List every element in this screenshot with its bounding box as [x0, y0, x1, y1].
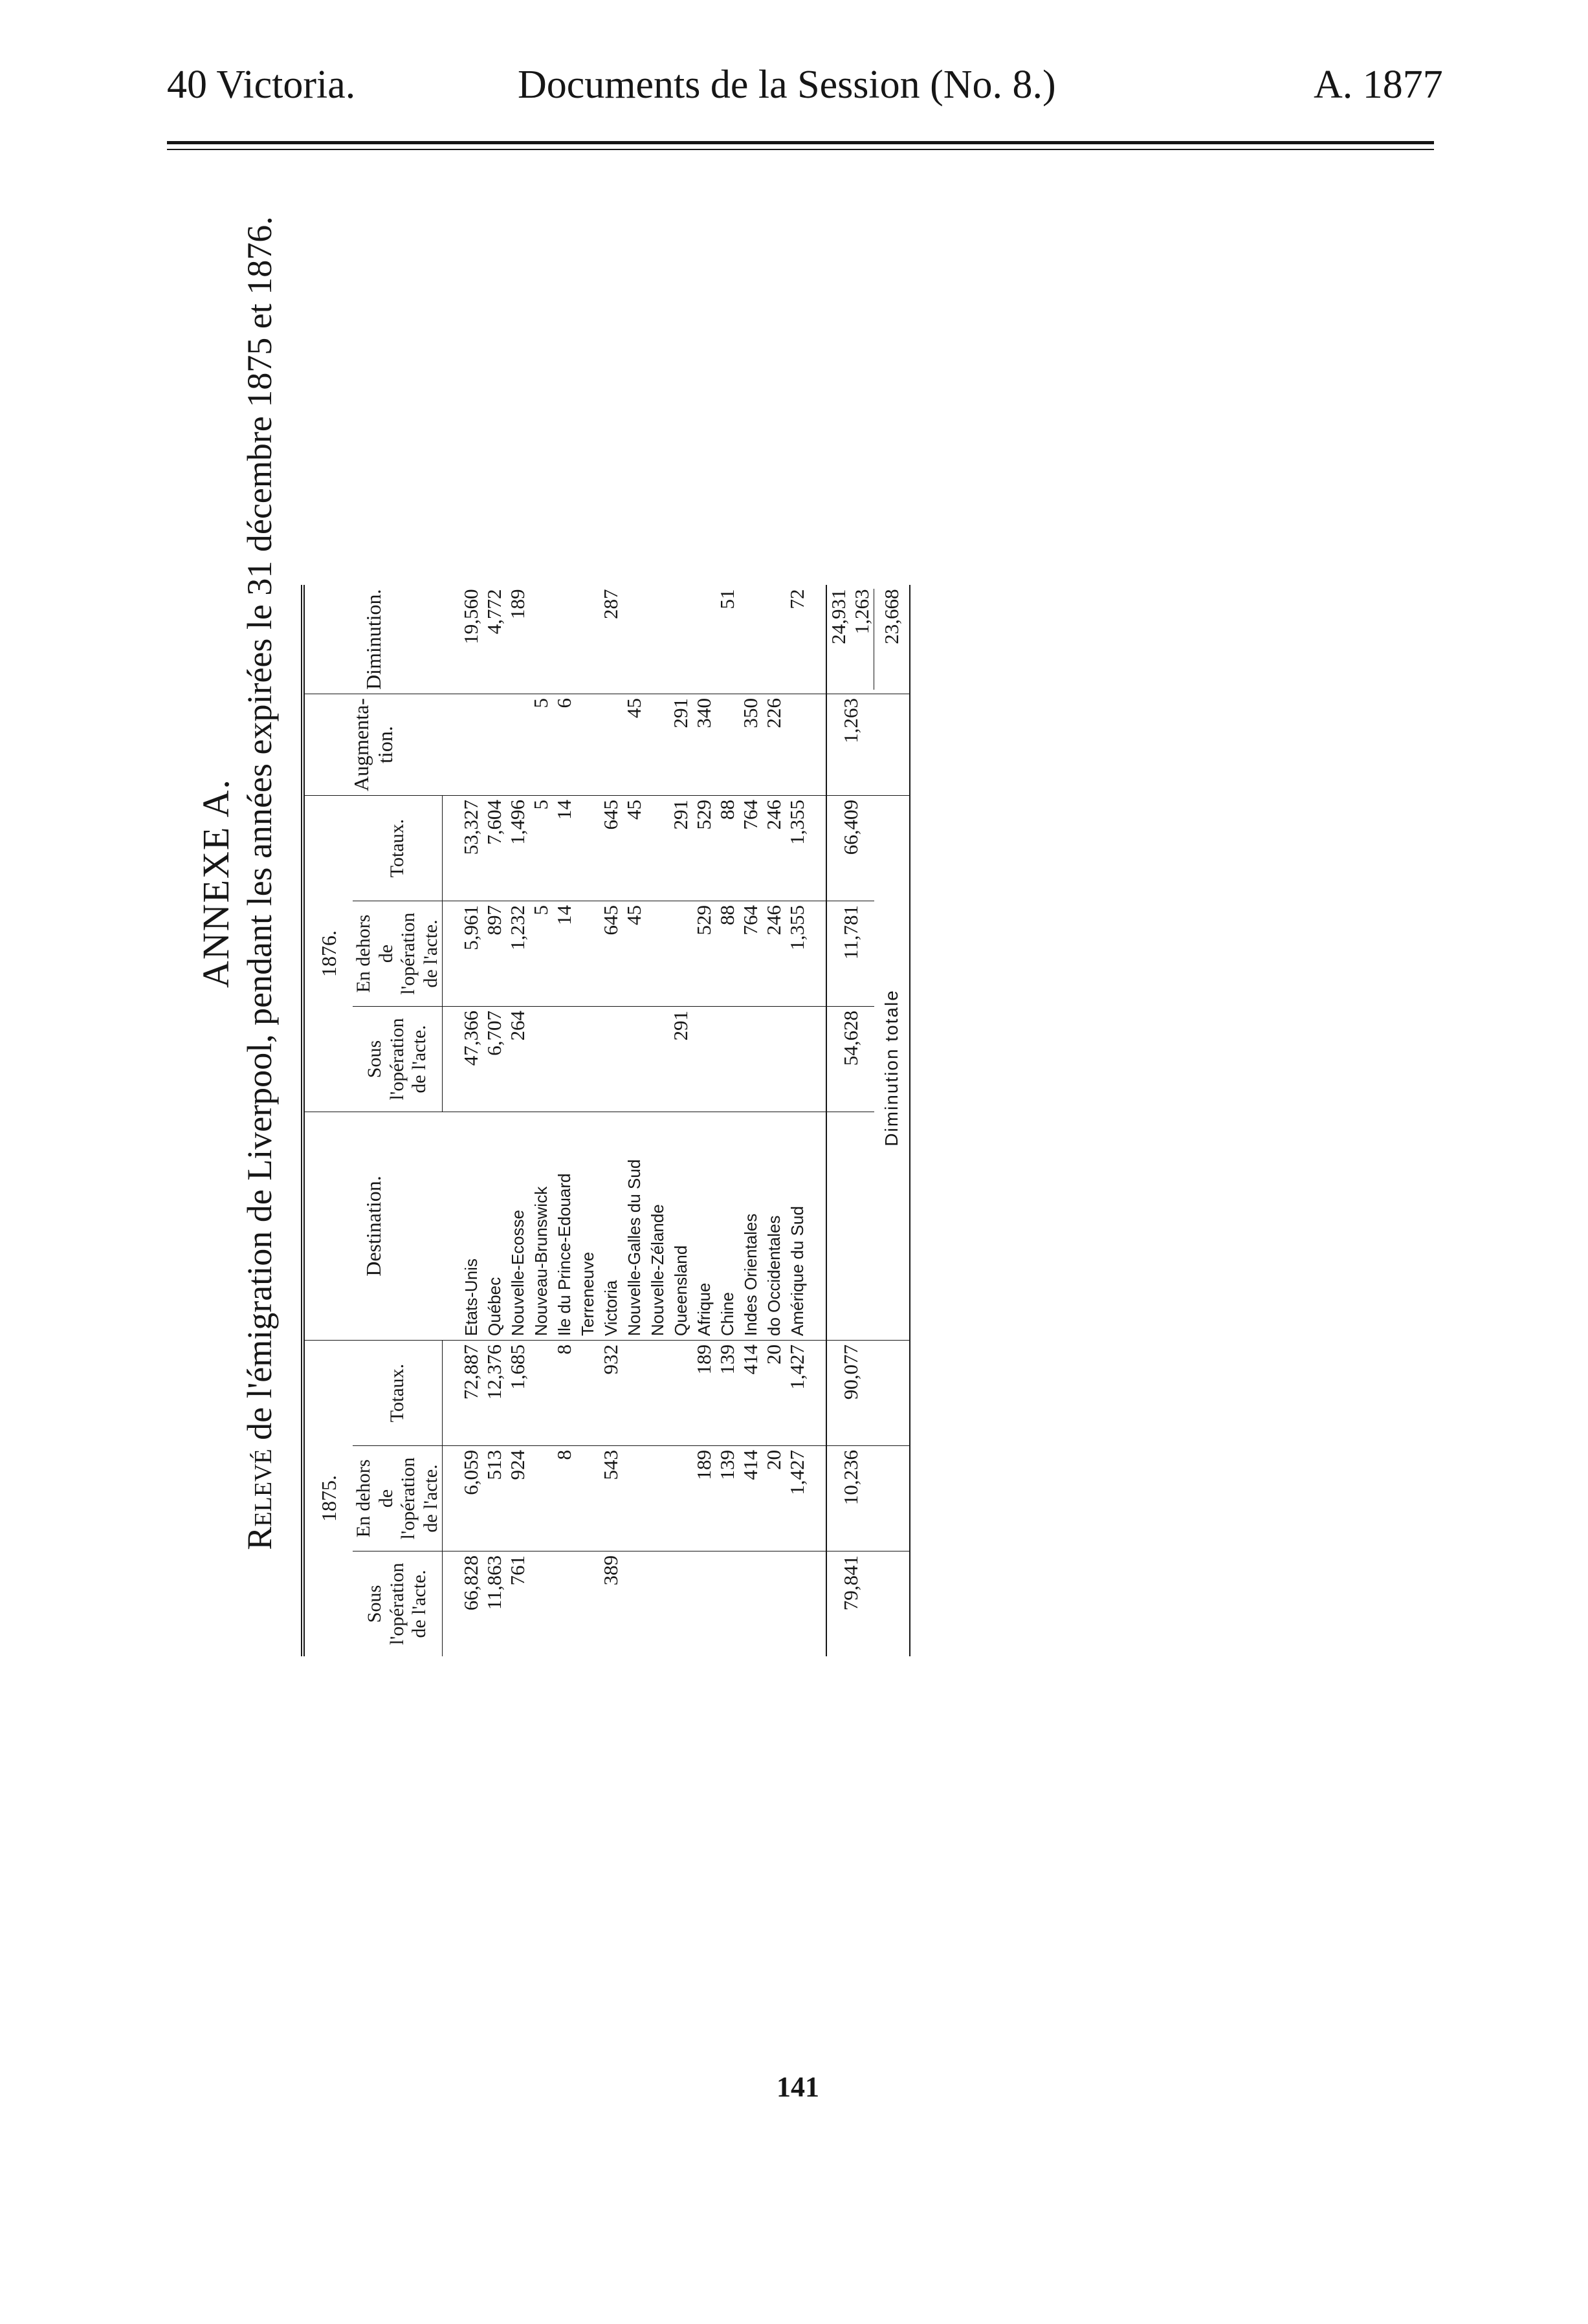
cell-totaux-1876: 88 [716, 796, 739, 901]
diminution-header: Diminution. [303, 585, 443, 694]
cell-totaux-1875 [623, 1341, 646, 1446]
cell-sous-1876: 291 [669, 1007, 692, 1112]
cell-diminution [692, 585, 716, 694]
cell-sous-1875: 761 [506, 1555, 529, 1586]
emigration-table [301, 585, 910, 1656]
table-row [529, 585, 553, 1656]
cell-destination: Etats-Unis [459, 1112, 483, 1341]
header-left: 40 Victoria. [167, 63, 356, 107]
cell-sous-1876: 47,366 [459, 1007, 483, 1112]
cell-sous-1876 [576, 1007, 599, 1112]
cell-hors-1875 [646, 1446, 669, 1551]
cell-hors-1875: 8 [553, 1446, 576, 1551]
cell-diminution: 51 [716, 585, 739, 694]
total-diminution [826, 585, 874, 694]
cell-augmentation [459, 694, 483, 796]
cell-sous-1875 [716, 1551, 739, 1657]
cell-sous-1876 [762, 1007, 786, 1112]
cell-totaux-1875 [576, 1341, 599, 1446]
cell-augmentation: 340 [692, 694, 716, 796]
cell-destination: Terreneuve [576, 1112, 599, 1341]
cell-totaux-1875: 1,427 [786, 1341, 809, 1446]
cell-hors-1875 [576, 1446, 599, 1551]
cell-hors-1875: 924 [506, 1446, 529, 1551]
cell-sous-1875 [692, 1551, 716, 1657]
cell-destination: do Occidentales [762, 1112, 786, 1341]
header-center: Documents de la Session (No. 8.) [518, 63, 1056, 107]
cell-sous-1876 [786, 1007, 809, 1112]
cell-destination: Québec [483, 1112, 506, 1341]
total-sous-1876: 54,628 [826, 1007, 874, 1112]
cell-diminution [576, 585, 599, 694]
cell-destination: Nouvelle-Zélande [646, 1112, 669, 1341]
cell-destination: Indes Orientales [739, 1112, 762, 1341]
cell-destination: Amérique du Sud [786, 1112, 809, 1341]
cell-hors-1875: 139 [716, 1446, 739, 1551]
title-rest: de l'émigration de Liverpool, pendant les années expirées le 31 décembre 1875 et 1876. [240, 216, 279, 1440]
cell-hors-1876: 897 [483, 901, 506, 1007]
cell-diminution [669, 585, 692, 694]
cell-augmentation [646, 694, 669, 796]
total-augmentation: 1,263 [826, 694, 874, 796]
cell-hors-1876: 45 [623, 901, 646, 1007]
annexe-heading: ANNEXE A. [195, 778, 237, 989]
cell-hors-1876 [576, 901, 599, 1007]
table-row [483, 585, 506, 1656]
totaux-1875-header: Totaux. [353, 1341, 443, 1446]
cell-diminution: 189 [506, 585, 529, 694]
total-destination-empty [826, 1112, 874, 1341]
cell-totaux-1875: 8 [553, 1341, 576, 1446]
cell-augmentation: 6 [553, 694, 576, 796]
cell-sous-1876 [599, 1007, 623, 1112]
cell-totaux-1876: 7,604 [483, 796, 506, 901]
table-row [716, 585, 739, 1656]
cell-sous-1875: 11,863 [483, 1555, 505, 1610]
cell-totaux-1876: 246 [762, 796, 786, 901]
cell-diminution [553, 585, 576, 694]
cell-sous-1876 [529, 1007, 553, 1112]
table-row [739, 585, 762, 1656]
cell-hors-1876: 1,355 [786, 901, 809, 1007]
cell-totaux-1876: 5 [529, 796, 553, 901]
year-1876-header: 1876. [303, 796, 353, 1112]
cell-hors-1875: 414 [739, 1446, 762, 1551]
cell-hors-1876 [669, 901, 692, 1007]
cell-diminution [646, 585, 669, 694]
cell-totaux-1876: 1,496 [506, 796, 529, 901]
spacer-row [809, 585, 826, 1656]
cell-diminution [762, 585, 786, 694]
cell-totaux-1875: 1,685 [506, 1341, 529, 1446]
cell-sous-1876 [553, 1007, 576, 1112]
cell-augmentation: 45 [623, 694, 646, 796]
cell-destination: Nouvelle-Ecosse [506, 1112, 529, 1341]
table-row [692, 585, 716, 1656]
cell-hors-1875: 1,427 [786, 1446, 809, 1551]
cell-sous-1875 [739, 1551, 762, 1657]
cell-totaux-1876: 645 [599, 796, 623, 901]
cell-sous-1875 [576, 1551, 599, 1657]
cell-sous-1876 [646, 1007, 669, 1112]
cell-totaux-1876: 764 [739, 796, 762, 901]
cell-diminution: 19,560 [459, 585, 483, 694]
total-hors-1876: 11,781 [826, 901, 874, 1007]
cell-sous-1876 [623, 1007, 646, 1112]
cell-sous-1876 [739, 1007, 762, 1112]
cell-hors-1875 [529, 1446, 553, 1551]
cell-sous-1876: 264 [506, 1007, 529, 1112]
cell-totaux-1876: 1,355 [786, 796, 809, 901]
table-row [623, 585, 646, 1656]
title-prefix: Relevé [240, 1449, 279, 1550]
grand-total-value: 23,668 [874, 585, 910, 694]
cell-hors-1875: 6,059 [459, 1446, 483, 1551]
cell-sous-1875 [786, 1551, 809, 1657]
total-sous-1875: 79,841 [826, 1551, 874, 1657]
hors-1875-header: En dehors de l'opération de l'acte. [353, 1446, 443, 1551]
cell-totaux-1875: 932 [599, 1341, 623, 1446]
cell-hors-1876: 246 [762, 901, 786, 1007]
cell-totaux-1875: 72,887 [459, 1341, 483, 1446]
table-row [599, 585, 623, 1656]
cell-destination: Chine [716, 1112, 739, 1341]
table-row [669, 585, 692, 1656]
cell-augmentation: 350 [739, 694, 762, 796]
table-row [459, 585, 483, 1656]
cell-destination: Nouveau-Brunswick [529, 1112, 553, 1341]
table-row [506, 585, 529, 1656]
cell-sous-1875 [553, 1551, 576, 1657]
cell-totaux-1876 [576, 796, 599, 901]
cell-augmentation: 5 [529, 694, 553, 796]
cell-totaux-1875: 189 [692, 1341, 716, 1446]
cell-destination: Ile du Prince-Edouard [553, 1112, 576, 1341]
cell-hors-1875: 513 [483, 1446, 506, 1551]
sous-1875-header: Sous l'opération de l'acte. [353, 1551, 443, 1657]
year-header-row [303, 585, 353, 1656]
spacer-row [443, 585, 460, 1656]
cell-destination: Nouvelle-Galles du Sud [623, 1112, 646, 1341]
hors-1876-header: En dehors de l'opération de l'acte. [353, 901, 443, 1007]
cell-sous-1875 [623, 1551, 646, 1657]
cell-hors-1875: 20 [762, 1446, 786, 1551]
sous-1876-header: Sous l'opération de l'acte. [353, 1007, 443, 1112]
cell-totaux-1875 [669, 1341, 692, 1446]
table-body [443, 585, 827, 1656]
cell-destination: Victoria [599, 1112, 623, 1341]
totals-row [826, 585, 874, 1656]
cell-totaux-1875: 20 [762, 1341, 786, 1446]
cell-sous-1875 [646, 1551, 669, 1657]
cell-hors-1876: 529 [692, 901, 716, 1007]
cell-totaux-1875: 414 [739, 1341, 762, 1446]
table-row [646, 585, 669, 1656]
cell-destination: Afrique [692, 1112, 716, 1341]
cell-augmentation [716, 694, 739, 796]
year-1875-header: 1875. [316, 1475, 340, 1522]
total-totaux-1875: 90,077 [826, 1341, 874, 1446]
cell-totaux-1875: 139 [716, 1341, 739, 1446]
table-title [239, 110, 280, 1656]
totaux-1876-header: Totaux. [353, 796, 443, 901]
cell-totaux-1876: 529 [692, 796, 716, 901]
cell-diminution [529, 585, 553, 694]
cell-hors-1876: 645 [599, 901, 623, 1007]
destination-header: Destination. [303, 1112, 443, 1341]
header-right: A. 1877 [1314, 63, 1443, 107]
page-number: 141 [777, 2071, 819, 2103]
rotated-table-block [194, 110, 938, 1656]
cell-diminution [739, 585, 762, 694]
cell-augmentation [506, 694, 529, 796]
cell-hors-1876: 764 [739, 901, 762, 1007]
cell-diminution: 287 [599, 585, 623, 694]
cell-sous-1875 [762, 1551, 786, 1657]
table-row [553, 585, 576, 1656]
cell-destination: Queensland [669, 1112, 692, 1341]
cell-augmentation [483, 694, 506, 796]
cell-augmentation [599, 694, 623, 796]
cell-hors-1875 [623, 1446, 646, 1551]
cell-sous-1876: 6,707 [483, 1007, 506, 1112]
cell-hors-1876: 5 [529, 901, 553, 1007]
cell-totaux-1875 [646, 1341, 669, 1446]
total-diminution-offset: 1,263 [850, 589, 874, 690]
grand-total-row [874, 585, 910, 1656]
cell-totaux-1876 [646, 796, 669, 901]
cell-sous-1875 [529, 1551, 553, 1657]
augmentation-header: Augmenta-tion. [303, 694, 443, 796]
cell-hors-1876: 5,961 [459, 901, 483, 1007]
cell-augmentation [576, 694, 599, 796]
total-hors-1875: 10,236 [826, 1446, 874, 1551]
cell-hors-1876: 1,232 [506, 901, 529, 1007]
cell-sous-1876 [716, 1007, 739, 1112]
grand-total-label: Diminution totale [874, 796, 910, 1341]
cell-diminution [623, 585, 646, 694]
cell-hors-1876 [646, 901, 669, 1007]
table-row [576, 585, 599, 1656]
cell-hors-1876: 88 [716, 901, 739, 1007]
cell-totaux-1876: 14 [553, 796, 576, 901]
cell-totaux-1876: 45 [623, 796, 646, 901]
cell-sous-1875: 389 [599, 1555, 622, 1586]
total-diminution-gross: 24,931 [827, 589, 850, 644]
cell-totaux-1875 [529, 1341, 553, 1446]
cell-diminution: 4,772 [483, 585, 506, 694]
cell-hors-1876: 14 [553, 901, 576, 1007]
cell-diminution: 72 [786, 585, 809, 694]
cell-totaux-1875: 12,376 [483, 1341, 506, 1446]
cell-sous-1875 [669, 1551, 692, 1657]
total-totaux-1876: 66,409 [826, 796, 874, 901]
cell-augmentation: 226 [762, 694, 786, 796]
cell-totaux-1876: 53,327 [459, 796, 483, 901]
cell-hors-1875 [669, 1446, 692, 1551]
cell-sous-1876 [692, 1007, 716, 1112]
cell-hors-1875: 543 [599, 1446, 623, 1551]
cell-totaux-1876: 291 [669, 796, 692, 901]
cell-augmentation [786, 694, 809, 796]
table-row [762, 585, 786, 1656]
cell-augmentation: 291 [669, 694, 692, 796]
table-row [786, 585, 809, 1656]
cell-hors-1875: 189 [692, 1446, 716, 1551]
cell-sous-1875: 66,828 [459, 1555, 482, 1611]
